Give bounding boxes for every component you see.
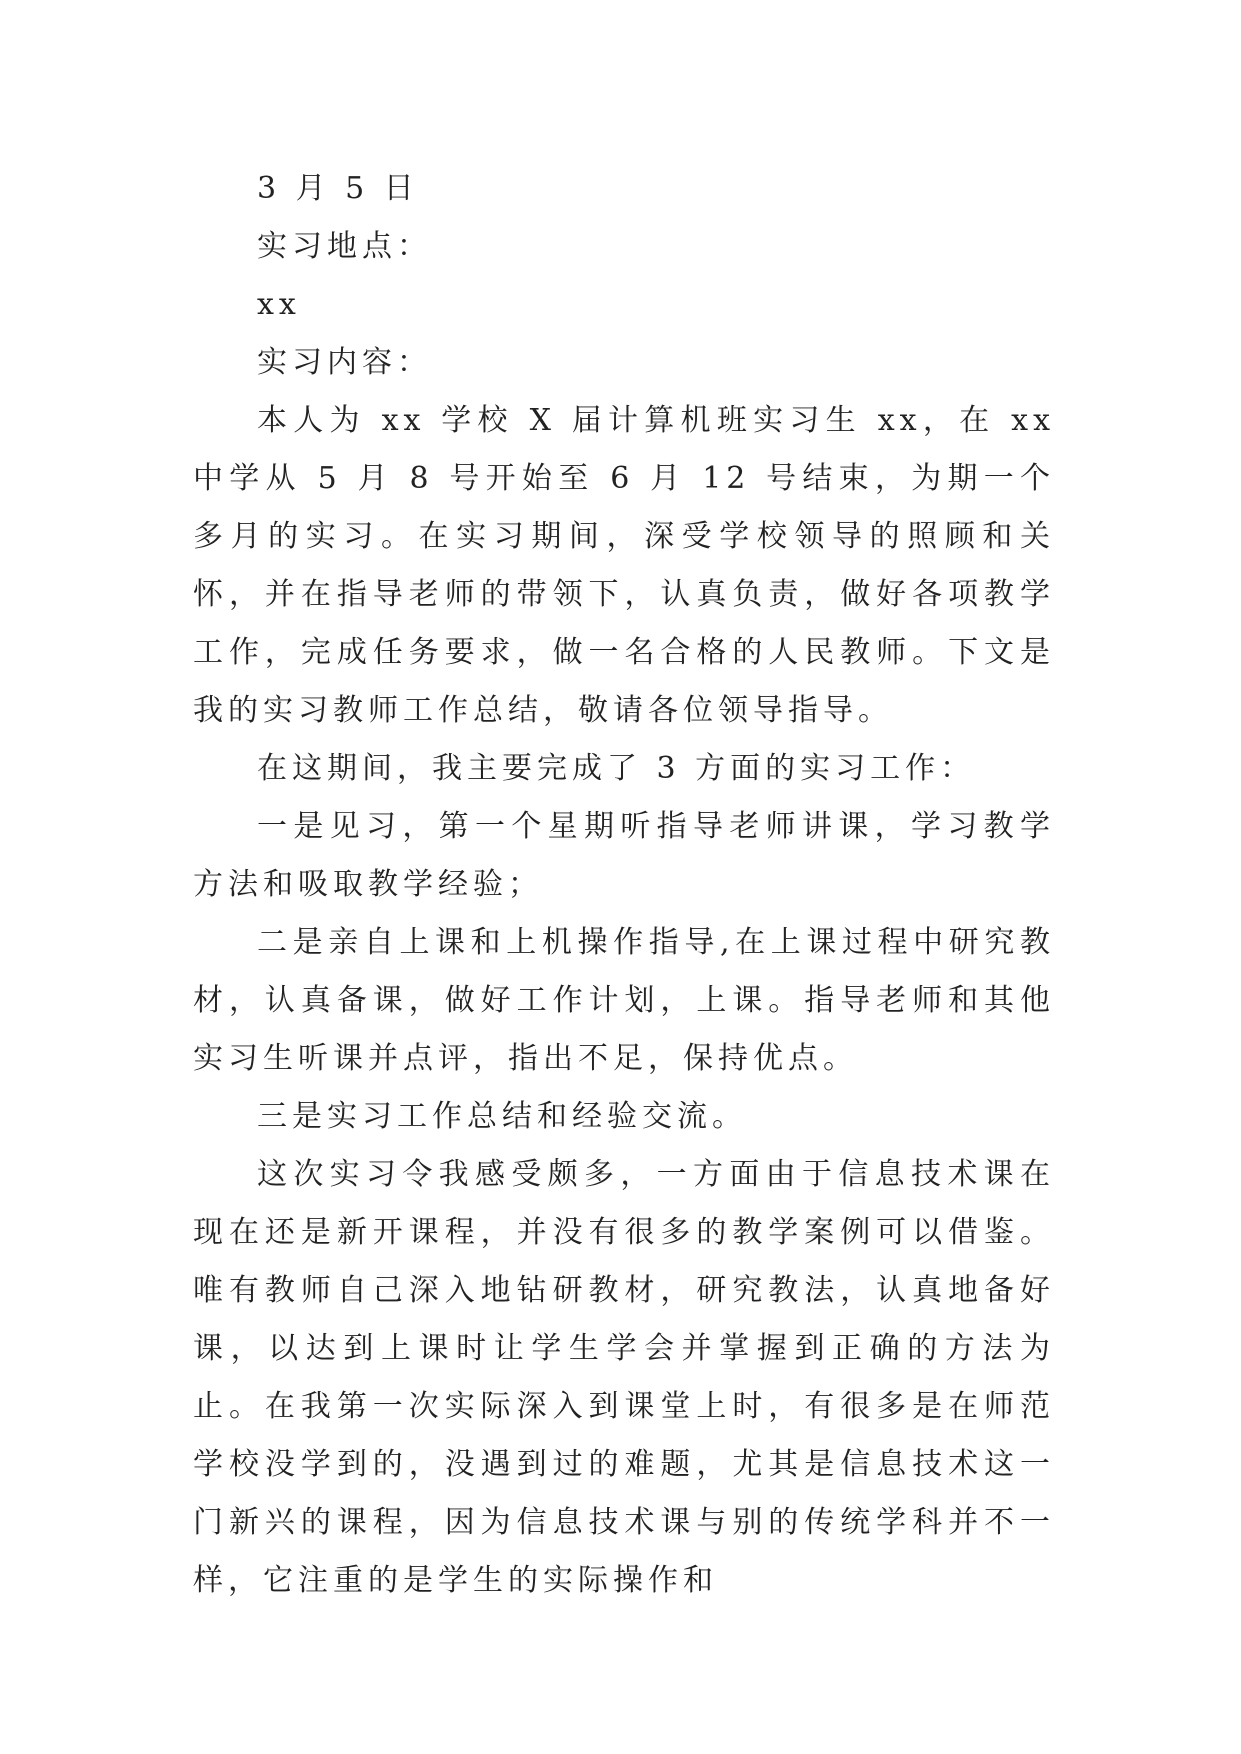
content-label: 实习内容： [257,345,432,380]
intro-paragraph: 本人为 xx 学校 X 届计算机班实习生 xx，在 xx 中学从 5 月 8 号开始至 6 月 12 号结束，为期一个多月的实习。在实习期间，深受学校领导的照顾和关怀，并在指导老师的带领下，认真负责，做好各项教学工作，完成任务要求，做一名合格的人民教师。下文是我的实习教师工作总结，敬请各位领导指导。 [193,403,1055,728]
item-two-paragraph: 二是亲自上课和上机操作指导,在上课过程中研究教材，认真备课，做好工作计划，上课。指导老师和其他实习生听课并点评，指出不足，保持优点。 [193,925,1055,1076]
reflection-paragraph: 这次实习令我感受颇多，一方面由于信息技术课在现在还是新开课程，并没有很多的教学案例可以借鉴。唯有教师自己深入地钻研教材，研究教法，认真地备好课，以达到上课时让学生学会并掌握到正确的方法为止。在我第一次实际深入到课堂上时，有很多是在师范学校没学到的，没遇到过的难题，尤其是信息技术这一门新兴的课程，因为信息技术课与别的传统学科并不一样，它注重的是学生的实际操作和 [193,1157,1055,1598]
date-line: 3 月 5 日 [257,171,419,206]
location-value: xx [257,287,301,322]
summary-paragraph: 在这期间，我主要完成了 3 方面的实习工作： [257,751,976,786]
document-page [193,160,1055,1610]
item-three-paragraph: 三是实习工作总结和经验交流。 [257,1099,747,1134]
location-label: 实习地点： [257,229,432,264]
item-one-paragraph: 一是见习，第一个星期听指导老师讲课，学习教学方法和吸取教学经验； [193,809,1055,902]
